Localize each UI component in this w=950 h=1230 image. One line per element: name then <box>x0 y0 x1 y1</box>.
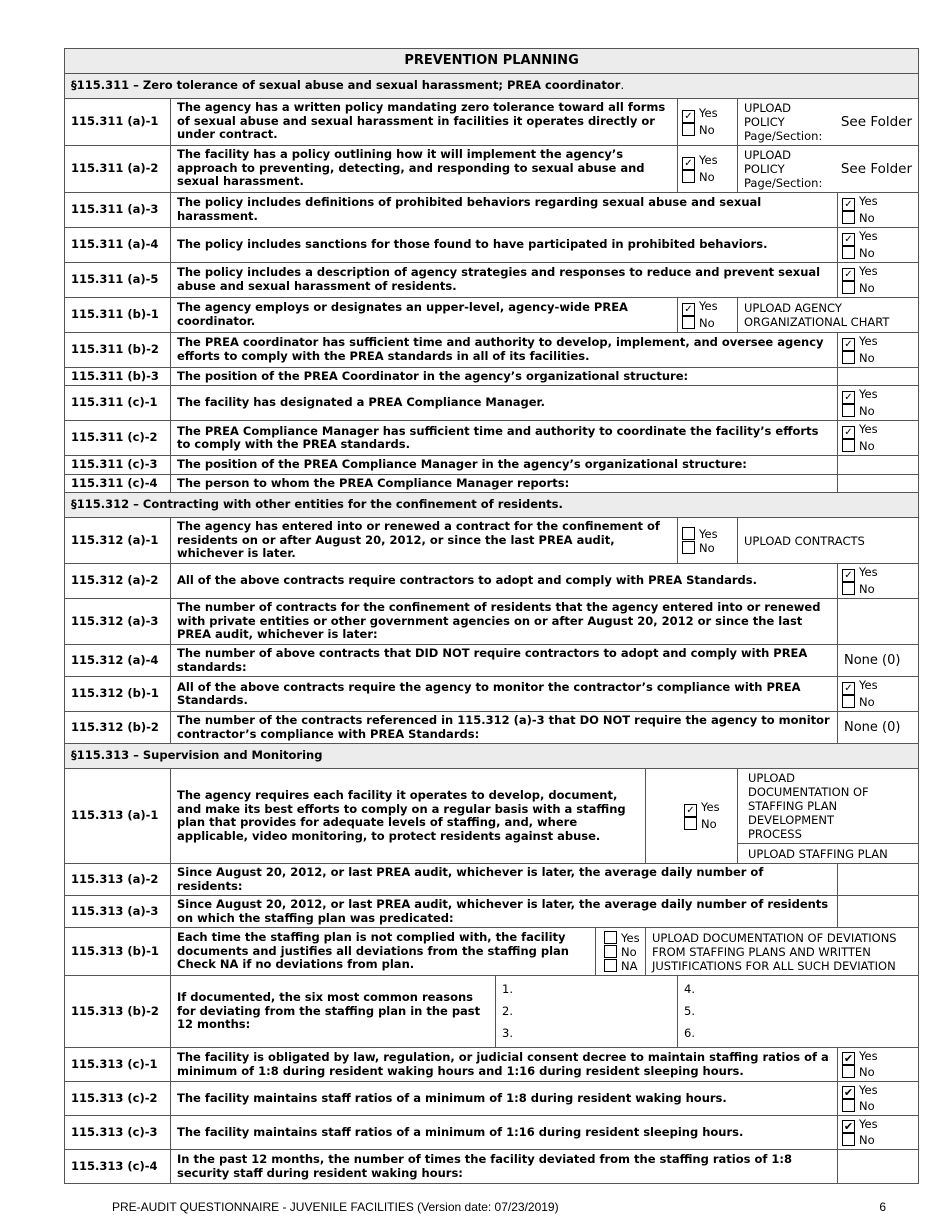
yes-checkbox-checked[interactable]: ✓ <box>842 338 855 351</box>
row-question: The agency employs or designates an upper-level, agency-wide PREA coordinator. <box>171 297 678 332</box>
answer-value[interactable]: None (0) <box>838 712 919 744</box>
yes-option[interactable]: ✓ Yes <box>842 195 914 211</box>
section-header-313: §115.313 – Supervision and Monitoring <box>65 744 919 769</box>
yes-no-choice <box>678 297 738 332</box>
yes-option[interactable]: Yes <box>682 527 733 541</box>
row-question: Since August 20, 2012, or last PREA audit, whichever is later, the average daily number of residents on which the staffing plan was predicated: <box>171 896 838 928</box>
yes-no-na-choice <box>596 928 646 976</box>
no-checkbox[interactable] <box>682 316 695 329</box>
row-question: The facility maintains staff ratios of a minimum of 1:8 during resident waking hours. <box>171 1082 838 1116</box>
row-question: The policy includes sanctions for those found to have participated in prohibited behaviors. <box>171 227 838 262</box>
yes-option[interactable]: ✓ Yes <box>842 230 914 246</box>
footer-text: PRE-AUDIT QUESTIONNAIRE - JUVENILE FACILITIES (Version date: 07/23/2019) <box>112 1200 559 1214</box>
questionnaire-page <box>64 48 918 1184</box>
reason-item[interactable]: 1. <box>502 982 513 996</box>
no-checkbox[interactable] <box>842 695 855 708</box>
upload-value: See Folder <box>840 113 913 130</box>
upload-staffing-plan-link[interactable]: UPLOAD STAFFING PLAN <box>738 844 919 864</box>
row-question: The PREA coordinator has sufficient time and authority to develop, implement, and oversee agency efforts to comply with the PREA standards in all of its facilities. <box>171 332 838 367</box>
page-footer <box>112 1200 886 1214</box>
upload-contracts-link[interactable]: UPLOAD CONTRACTS <box>738 518 919 564</box>
row-code: 115.311 (a)-2 <box>65 145 171 192</box>
row-code: 115.312 (a)-3 <box>65 599 171 645</box>
yes-no-choice <box>646 769 738 864</box>
row-code: 115.313 (a)-1 <box>65 769 171 864</box>
row-question: The person to whom the PREA Compliance Manager reports: <box>171 474 838 493</box>
row-question: Since August 20, 2012, or last PREA audit, whichever is later, the average daily number of residents: <box>171 864 838 896</box>
no-option[interactable]: No <box>842 404 914 418</box>
answer-field[interactable] <box>838 599 919 645</box>
row-code: 115.311 (a)-5 <box>65 262 171 297</box>
no-option[interactable]: No <box>842 246 914 260</box>
row-question: The facility maintains staff ratios of a minimum of 1:16 during resident sleeping hours. <box>171 1116 838 1150</box>
row-code: 115.311 (c)-1 <box>65 386 171 421</box>
yes-no-choice <box>678 145 738 192</box>
row-code: 115.311 (a)-4 <box>65 227 171 262</box>
yes-no-choice <box>838 1048 919 1082</box>
reasons-column-left <box>496 976 678 1048</box>
no-checkbox[interactable] <box>842 281 855 294</box>
no-option[interactable]: No <box>842 351 914 365</box>
no-checkbox[interactable] <box>682 541 695 554</box>
na-option[interactable]: NA <box>604 959 641 973</box>
yes-no-choice <box>838 262 919 297</box>
row-code: 115.312 (a)-1 <box>65 518 171 564</box>
answer-field[interactable] <box>838 367 919 386</box>
row-code: 115.311 (c)-2 <box>65 421 171 456</box>
row-code: 115.311 (b)-3 <box>65 367 171 386</box>
reason-item[interactable]: 5. <box>684 1004 695 1018</box>
no-checkbox[interactable] <box>842 1065 855 1078</box>
upload-staffing-process-link[interactable]: UPLOAD DOCUMENTATION OF STAFFING PLAN DEVELOPMENT PROCESS <box>738 769 919 844</box>
no-checkbox[interactable] <box>842 211 855 224</box>
section-header-312: §115.312 – Contracting with other entities for the confinement of residents. <box>65 493 919 518</box>
na-checkbox[interactable] <box>604 959 617 972</box>
row-code: 115.313 (c)-4 <box>65 1150 171 1184</box>
no-checkbox[interactable] <box>604 945 617 958</box>
yes-checkbox-checked[interactable]: ✔ <box>843 1052 854 1065</box>
reasons-column-right <box>678 976 919 1048</box>
reason-item[interactable]: 2. <box>502 1004 513 1018</box>
no-checkbox[interactable] <box>842 351 855 364</box>
yes-checkbox-checked[interactable]: ✓ <box>682 157 695 170</box>
yes-no-choice <box>678 518 738 564</box>
yes-option[interactable]: ✔ Yes <box>843 1049 878 1065</box>
row-question: The policy includes a description of agency strategies and responses to reduce and prevent sexual abuse and sexual harassment of residents. <box>171 262 838 297</box>
row-question: In the past 12 months, the number of times the facility deviated from the staffing ratios of 1:8 security staff during resident waking hours: <box>171 1150 838 1184</box>
row-code: 115.311 (a)-1 <box>65 98 171 145</box>
no-option[interactable]: No <box>842 582 914 596</box>
yes-checkbox-checked[interactable]: ✓ <box>842 268 855 281</box>
yes-option[interactable]: ✓ Yes <box>842 335 914 351</box>
row-code: 115.313 (a)-3 <box>65 896 171 928</box>
row-question: The number of the contracts referenced in 115.312 (a)-3 that DO NOT require the agency to monitor contractor’s compliance with PREA Standards: <box>171 712 838 744</box>
yes-option[interactable]: ✔ Yes <box>843 1083 878 1099</box>
upload-policy-cell <box>738 145 919 192</box>
row-question: The agency requires each facility it operates to develop, document, and make its best efforts to comply on a regular basis with a staffing plan that provides for adequate levels of staffing, and, where applicable, video monitoring, to protect residents against abuse. <box>171 769 646 864</box>
row-code: 115.312 (b)-1 <box>65 677 171 712</box>
yes-option[interactable]: ✓ Yes <box>684 801 733 817</box>
row-question: The facility has designated a PREA Compliance Manager. <box>171 386 838 421</box>
no-option[interactable]: No <box>842 281 914 295</box>
no-option[interactable]: No <box>682 123 733 137</box>
yes-no-choice <box>838 386 919 421</box>
row-question: The number of above contracts that DID NOT require contractors to adopt and comply with PREA standards: <box>171 645 838 677</box>
row-code: 115.312 (a)-2 <box>65 564 171 599</box>
yes-checkbox-checked[interactable]: ✓ <box>842 198 855 211</box>
row-question: If documented, the six most common reasons for deviating from the staffing plan in the past 12 months: <box>171 976 496 1048</box>
no-checkbox[interactable] <box>682 123 695 136</box>
no-option[interactable]: No <box>682 316 733 330</box>
no-option[interactable]: No <box>842 211 914 225</box>
row-code: 115.313 (c)-3 <box>65 1116 171 1150</box>
no-option[interactable]: No <box>842 1065 914 1079</box>
reason-item[interactable]: 6. <box>684 1026 695 1040</box>
yes-checkbox-checked[interactable]: ✓ <box>842 391 855 404</box>
upload-deviations-link[interactable]: UPLOAD DOCUMENTATION OF DEVIATIONS FROM STAFFING PLANS AND WRITTEN JUSTIFICATIONS FOR ALL SUCH DEVIATION <box>646 928 919 976</box>
no-option[interactable]: No <box>842 1099 914 1113</box>
yes-checkbox-checked[interactable]: ✔ <box>843 1086 854 1099</box>
yes-checkbox-checked[interactable]: ✓ <box>842 682 855 695</box>
yes-no-choice <box>838 332 919 367</box>
section-header-311: §115.311 – Zero tolerance of sexual abuse and sexual harassment; PREA coordinator. <box>65 73 919 98</box>
row-code: 115.311 (b)-2 <box>65 332 171 367</box>
yes-checkbox-checked[interactable]: ✓ <box>842 569 855 582</box>
no-checkbox[interactable] <box>842 439 855 452</box>
yes-no-choice <box>838 564 919 599</box>
row-question: All of the above contracts require the agency to monitor the contractor’s compliance with PREA Standards. <box>171 677 838 712</box>
row-question: The PREA Compliance Manager has sufficient time and authority to coordinate the facility’s efforts to comply with the PREA standards. <box>171 421 838 456</box>
yes-option[interactable]: ✓ Yes <box>842 679 914 695</box>
yes-no-choice <box>838 192 919 227</box>
row-code: 115.313 (b)-2 <box>65 976 171 1048</box>
row-question: The position of the PREA Compliance Manager in the agency’s organizational structure: <box>171 456 838 475</box>
upload-policy-link[interactable]: UPLOAD POLICY Page/Section: <box>744 147 823 190</box>
row-code: 115.313 (a)-2 <box>65 864 171 896</box>
yes-no-choice <box>838 227 919 262</box>
upload-value: See Folder <box>840 160 913 177</box>
upload-org-chart-link[interactable]: UPLOAD AGENCY ORGANIZATIONAL CHART <box>738 297 919 332</box>
yes-option[interactable]: ✓ Yes <box>842 388 914 404</box>
row-question: Each time the staffing plan is not complied with, the facility documents and justifies all deviations from the staffing plan Check NA if no deviations from plan. <box>171 928 596 976</box>
no-option[interactable]: No <box>682 541 733 555</box>
no-checkbox[interactable] <box>842 1099 855 1112</box>
no-checkbox[interactable] <box>842 246 855 259</box>
row-code: 115.313 (c)-2 <box>65 1082 171 1116</box>
answer-field[interactable] <box>838 1150 919 1184</box>
yes-option[interactable]: ✓ Yes <box>842 265 914 281</box>
yes-no-choice <box>678 98 738 145</box>
row-code: 115.313 (c)-1 <box>65 1048 171 1082</box>
yes-option[interactable]: Yes <box>604 931 641 945</box>
no-checkbox[interactable] <box>842 1133 855 1146</box>
prevention-planning-table <box>64 48 919 1184</box>
upload-policy-link[interactable]: UPLOAD POLICY Page/Section: <box>744 100 823 143</box>
yes-no-choice <box>838 1116 919 1150</box>
row-code: 115.311 (c)-4 <box>65 474 171 493</box>
no-option[interactable]: No <box>842 439 914 453</box>
page-number: 6 <box>879 1200 886 1214</box>
answer-field[interactable] <box>838 456 919 475</box>
row-code: 115.312 (a)-4 <box>65 645 171 677</box>
yes-option[interactable]: ✓ Yes <box>842 566 914 582</box>
answer-field[interactable] <box>838 864 919 896</box>
yes-option[interactable]: ✓ Yes <box>682 154 733 170</box>
no-option[interactable]: No <box>682 170 733 184</box>
yes-checkbox[interactable] <box>682 527 695 540</box>
yes-no-choice <box>838 677 919 712</box>
yes-checkbox-checked[interactable]: ✔ <box>843 1120 854 1133</box>
row-question: All of the above contracts require contractors to adopt and comply with PREA Standards. <box>171 564 838 599</box>
row-code: 115.311 (c)-3 <box>65 456 171 475</box>
no-checkbox[interactable] <box>842 404 855 417</box>
reason-item[interactable]: 4. <box>684 982 695 996</box>
no-option[interactable]: No <box>684 817 733 831</box>
no-option[interactable]: No <box>604 945 641 959</box>
row-code: 115.311 (a)-3 <box>65 192 171 227</box>
answer-field[interactable] <box>838 474 919 493</box>
yes-option[interactable]: ✔ Yes <box>843 1117 878 1133</box>
yes-checkbox[interactable] <box>604 931 617 944</box>
row-code: 115.313 (b)-1 <box>65 928 171 976</box>
row-question: The policy includes definitions of prohibited behaviors regarding sexual abuse and sexual harassment. <box>171 192 838 227</box>
row-code: 115.311 (b)-1 <box>65 297 171 332</box>
no-option[interactable]: No <box>842 1133 914 1147</box>
yes-checkbox-checked[interactable]: ✓ <box>842 233 855 246</box>
no-checkbox[interactable] <box>682 170 695 183</box>
reason-item[interactable]: 3. <box>502 1026 513 1040</box>
yes-no-choice <box>838 1082 919 1116</box>
yes-checkbox-checked[interactable]: ✓ <box>682 110 695 123</box>
row-question: The position of the PREA Coordinator in the agency’s organizational structure: <box>171 367 838 386</box>
yes-no-choice <box>838 421 919 456</box>
yes-checkbox-checked[interactable]: ✓ <box>684 804 697 817</box>
row-question: The facility is obligated by law, regulation, or judicial consent decree to maintain staffing ratios of a minimum of 1:8 during resident waking hours and 1:16 during resident sleeping hours. <box>171 1048 838 1082</box>
upload-policy-cell <box>738 98 919 145</box>
no-option[interactable]: No <box>842 695 914 709</box>
row-question: The agency has a written policy mandating zero tolerance toward all forms of sexual abuse and sexual harassment in facilities it operates directly or under contract. <box>171 98 678 145</box>
table-title: PREVENTION PLANNING <box>65 49 919 74</box>
yes-option[interactable]: ✓ Yes <box>682 107 733 123</box>
yes-checkbox-checked[interactable]: ✓ <box>842 426 855 439</box>
answer-value[interactable]: None (0) <box>838 645 919 677</box>
row-code: 115.312 (b)-2 <box>65 712 171 744</box>
no-checkbox[interactable] <box>842 582 855 595</box>
answer-field[interactable] <box>838 896 919 928</box>
yes-option[interactable]: ✓ Yes <box>682 300 733 316</box>
yes-checkbox-checked[interactable]: ✓ <box>682 303 695 316</box>
no-checkbox[interactable] <box>684 817 697 830</box>
row-question: The number of contracts for the confinement of residents that the agency entered into or renewed with private entities or other government agencies on or after August 20, 2012 or since the last PREA audit, whichever is later: <box>171 599 838 645</box>
row-question: The facility has a policy outlining how it will implement the agency’s approach to preventing, detecting, and responding to sexual abuse and sexual harassment. <box>171 145 678 192</box>
yes-option[interactable]: ✓ Yes <box>842 423 914 439</box>
row-question: The agency has entered into or renewed a contract for the confinement of residents on or after August 20, 2012, or since the last PREA audit, whichever is later. <box>171 518 678 564</box>
